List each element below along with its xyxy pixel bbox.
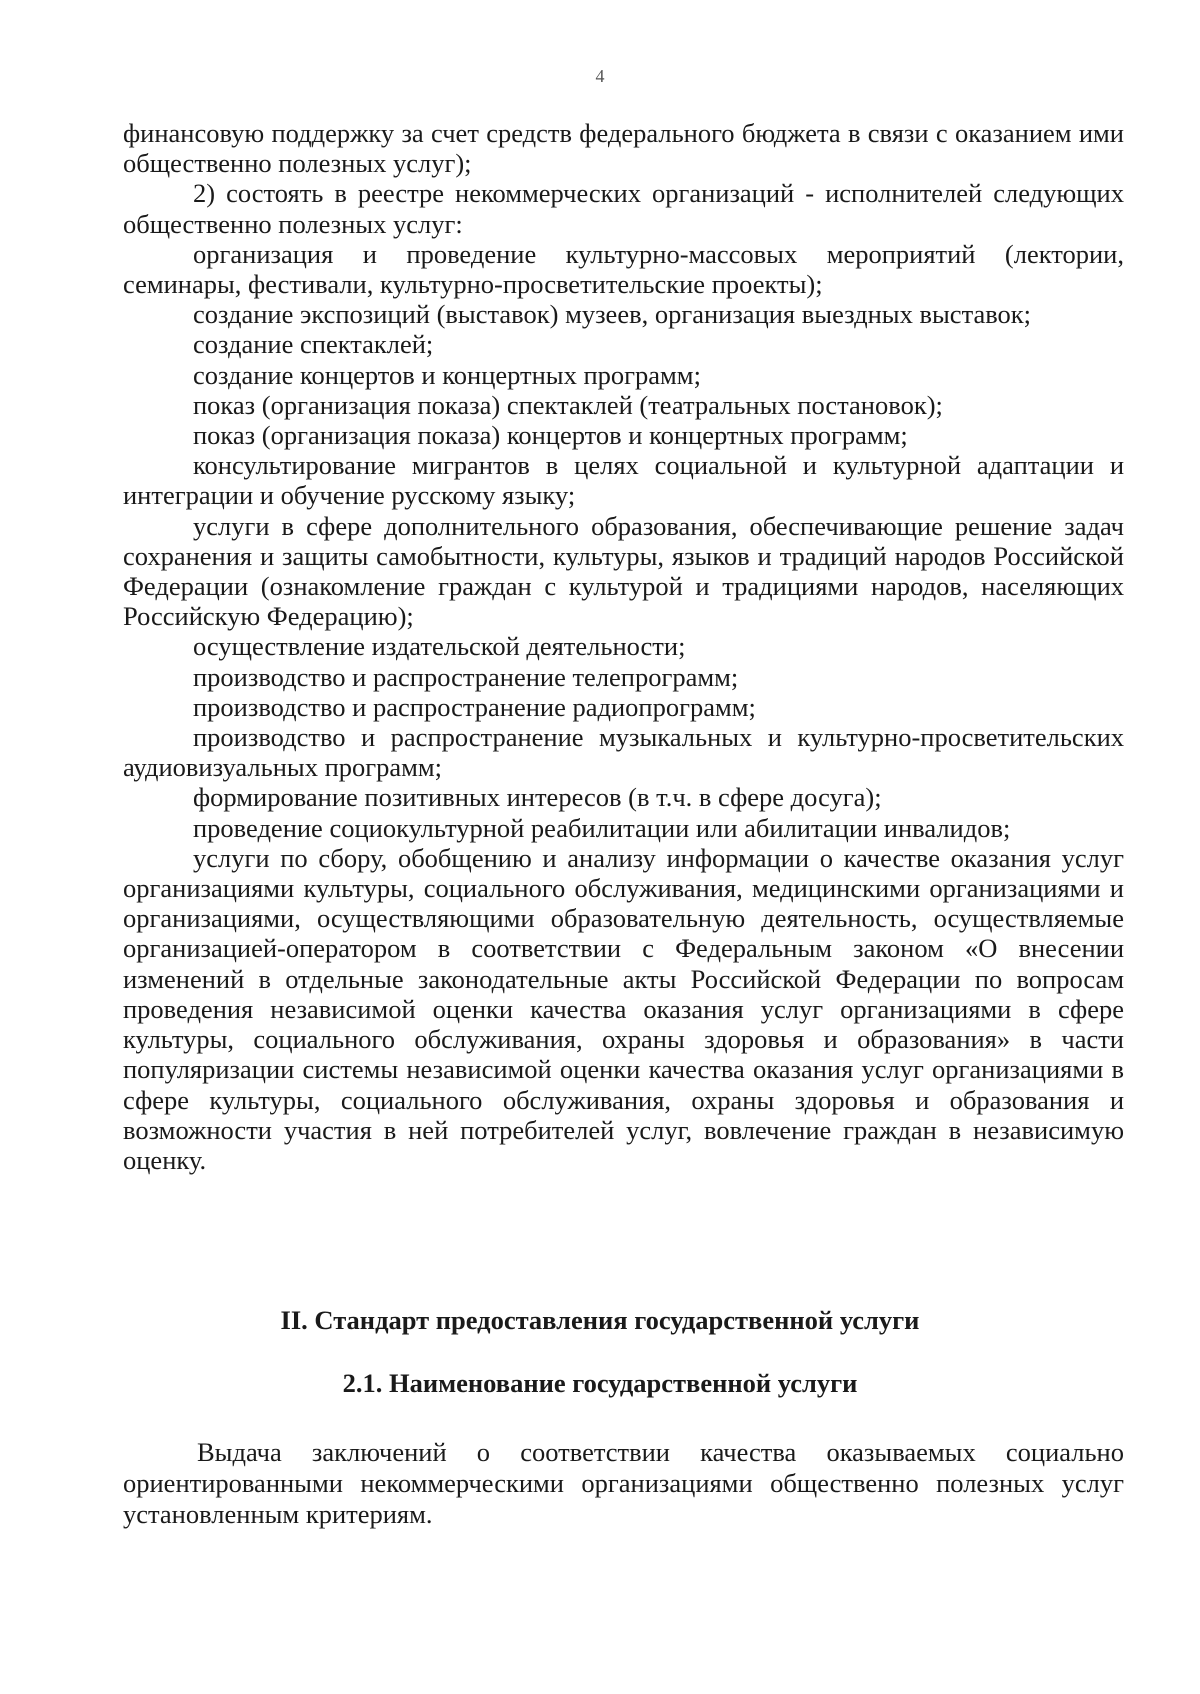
page-number: 4 [595,66,605,86]
list-item-performances: создание спектаклей; [193,329,434,360]
list-item-publishing: осуществление издательской деятельности; [193,631,686,662]
list-item-show-concerts: показ (организация показа) концертов и концертных программ; [193,420,908,451]
list-item-migrant-consulting: консультирование мигрантов в целях социальной и культурной адаптации и интеграции и обучение русскому языку; [123,450,1124,511]
final-text [123,1437,1124,1530]
section-heading: II. Стандарт предоставления государственной услуги [280,1305,920,1335]
list-item-show-performances: показ (организация показа) спектаклей (театральных постановок); [193,389,943,420]
subsection-heading: 2.1. Наименование государственной услуги [342,1368,858,1398]
list-item-cultural-events: организация и проведение культурно-массовых мероприятий (лектории, семинары, фестивали, культурно-просветительские проекты); [123,238,1124,300]
paragraph-registry-requirement: 2) состоять в реестре некоммерческих организаций - исполнителей следующих общественно полезных услуг: [123,178,1124,239]
body-text [123,118,1124,1175]
list-item-additional-education: услуги в сфере дополнительного образования, обеспечивающие решение задач сохранения и защиты самобытности, культуры, языков и традиций народов Российской Федерации (ознакомление граждан с культурой и традициями народов, населяющих Российскую Федерацию); [123,510,1124,632]
list-item-quality-assessment: услуги по сбору, обобщению и анализу информации о качестве оказания услуг организациями культуры, социального обслуживания, медицинскими организациями и организациями, осуществляющими образовательную деятельность, осуществляемые организацией-оператором в соответствии с Федеральным законом «О внесении изменений в отдельные законодательные акты Российской Федерации по вопросам проведения независимой оценки качества оказания услуг организациями в сфере культуры, социального обслуживания, охраны здоровья и образования» в части популяризации системы независимой оценки качества оказания услуг организациями в сфере культуры, социального обслуживания, охраны здоровья и образования и возможности участия в ней потребителей услуг, вовлечение граждан в независимую оценку. [123,842,1124,1175]
list-item-tv-programs: производство и распространение телепрограмм; [193,661,739,692]
list-item-radio-programs: производство и распространение радиопрограмм; [193,691,756,722]
list-item-positive-interests: формирование позитивных интересов (в т.ч. в сфере досуга); [193,782,882,813]
list-item-audiovisual-programs: производство и распространение музыкальных и культурно-просветительских аудиовизуальных программ; [123,722,1124,783]
list-item-rehabilitation: проведение социокультурной реабилитации или абилитации инвалидов; [193,812,1011,843]
final-paragraph: Выдача заключений о соответствии качества оказываемых социально ориентированными некоммерческими организациями общественно полезных услуг установленным критериям. [123,1437,1124,1529]
list-item-concerts: создание концертов и концертных программ; [193,359,701,390]
paragraph-continuation: финансовую поддержку за счет средств федерального бюджета в связи с оказанием ими общественно полезных услуг); [123,118,1124,179]
list-item-museum-exhibitions: создание экспозиций (выставок) музеев, организация выездных выставок; [193,299,1032,330]
